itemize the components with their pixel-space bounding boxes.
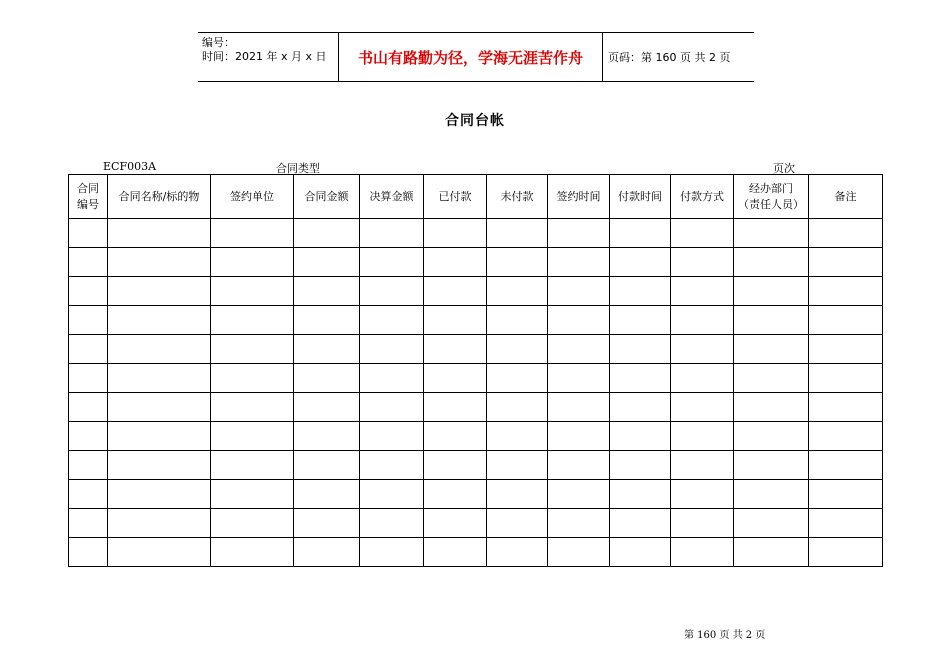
- table-cell: [211, 480, 294, 509]
- table-cell: [548, 538, 610, 567]
- table-cell: [734, 480, 809, 509]
- column-header: [548, 175, 610, 219]
- table-cell: [487, 219, 548, 248]
- table-cell: [610, 219, 671, 248]
- table-row: [69, 248, 883, 277]
- table-cell: [671, 509, 734, 538]
- table-cell: [211, 451, 294, 480]
- table-cell: [487, 248, 548, 277]
- table-cell: [108, 480, 211, 509]
- table-cell: [211, 306, 294, 335]
- table-cell: [610, 248, 671, 277]
- column-header-label: 编号: [77, 197, 99, 211]
- table-cell: [809, 364, 883, 393]
- table-row: [69, 393, 883, 422]
- page-seq-label: 页次: [773, 162, 795, 175]
- table-cell: [487, 364, 548, 393]
- table-cell: [809, 509, 883, 538]
- table-cell: [69, 451, 108, 480]
- time-label: 时间：2021 年 x 月 x 日: [202, 50, 327, 63]
- document-title: 合同台帐: [445, 113, 505, 129]
- table-cell: [108, 364, 211, 393]
- table-cell: [610, 538, 671, 567]
- table-cell: [809, 248, 883, 277]
- table-cell: [671, 393, 734, 422]
- table-row: [69, 277, 883, 306]
- table-cell: [108, 335, 211, 364]
- table-cell: [69, 393, 108, 422]
- table-cell: [610, 306, 671, 335]
- table-row: [69, 538, 883, 567]
- table-cell: [69, 335, 108, 364]
- table-cell: [487, 480, 548, 509]
- table-cell: [809, 480, 883, 509]
- table-cell: [487, 422, 548, 451]
- table-cell: [487, 335, 548, 364]
- table-cell: [610, 393, 671, 422]
- table-cell: [809, 277, 883, 306]
- table-row: [69, 509, 883, 538]
- column-header-label: 已付款: [438, 189, 472, 203]
- table-cell: [360, 509, 424, 538]
- table-cell: [294, 538, 360, 567]
- table-cell: [734, 364, 809, 393]
- table-cell: [487, 306, 548, 335]
- table-cell: [671, 219, 734, 248]
- table-cell: [211, 335, 294, 364]
- column-header-label: 未付款: [500, 189, 534, 203]
- table-cell: [69, 364, 108, 393]
- table-cell: [809, 219, 883, 248]
- table-row: [69, 219, 883, 248]
- column-header-label: 付款时间: [618, 189, 662, 203]
- table-cell: [734, 335, 809, 364]
- table-cell: [487, 451, 548, 480]
- column-header-label: （责任人员）: [738, 197, 804, 211]
- form-code: ECF003A: [103, 160, 157, 173]
- table-cell: [671, 248, 734, 277]
- table-cell: [108, 277, 211, 306]
- table-cell: [424, 393, 487, 422]
- table-cell: [211, 219, 294, 248]
- column-header: [360, 175, 424, 219]
- table-cell: [108, 422, 211, 451]
- table-row: [69, 422, 883, 451]
- table-cell: [734, 248, 809, 277]
- table-cell: [548, 335, 610, 364]
- column-header: [809, 175, 883, 219]
- table-cell: [360, 306, 424, 335]
- column-header-label: 备注: [834, 189, 857, 203]
- table-cell: [734, 538, 809, 567]
- table-cell: [548, 422, 610, 451]
- table-cell: [360, 219, 424, 248]
- table-cell: [671, 277, 734, 306]
- table-cell: [360, 335, 424, 364]
- table-cell: [360, 480, 424, 509]
- table-cell: [671, 480, 734, 509]
- table-row: [69, 451, 883, 480]
- table-cell: [69, 509, 108, 538]
- table-body: [69, 219, 883, 567]
- table-cell: [211, 538, 294, 567]
- table-cell: [610, 335, 671, 364]
- table-cell: [671, 306, 734, 335]
- column-header-label: 合同: [77, 181, 99, 195]
- column-header-label: 合同金额: [304, 189, 349, 203]
- table-cell: [610, 480, 671, 509]
- table-cell: [424, 509, 487, 538]
- table-cell: [548, 451, 610, 480]
- table-cell: [360, 248, 424, 277]
- table-cell: [424, 219, 487, 248]
- table-row: [69, 364, 883, 393]
- table-cell: [108, 219, 211, 248]
- table-cell: [610, 422, 671, 451]
- table-cell: [610, 509, 671, 538]
- table-cell: [487, 277, 548, 306]
- table-cell: [734, 393, 809, 422]
- table-cell: [294, 219, 360, 248]
- table-cell: [108, 248, 211, 277]
- table-cell: [360, 393, 424, 422]
- column-header-label: 签约单位: [230, 189, 274, 203]
- column-header: [294, 175, 360, 219]
- column-header: [211, 175, 294, 219]
- column-header: [734, 175, 809, 219]
- table-cell: [809, 393, 883, 422]
- table-cell: [108, 451, 211, 480]
- table-cell: [671, 335, 734, 364]
- table-cell: [211, 393, 294, 422]
- table-cell: [360, 538, 424, 567]
- column-header: [108, 175, 211, 219]
- table-cell: [487, 538, 548, 567]
- table-cell: [294, 451, 360, 480]
- column-header: [69, 175, 108, 219]
- table-cell: [211, 509, 294, 538]
- table-cell: [69, 277, 108, 306]
- column-header-label: 付款方式: [680, 189, 724, 203]
- table-cell: [809, 422, 883, 451]
- contract-type-label: 合同类型: [276, 162, 320, 175]
- table-cell: [69, 538, 108, 567]
- table-cell: [108, 509, 211, 538]
- table-cell: [734, 277, 809, 306]
- table-cell: [211, 277, 294, 306]
- table-cell: [294, 335, 360, 364]
- table-cell: [108, 306, 211, 335]
- column-header-label: 经办部门: [749, 181, 793, 195]
- table-cell: [360, 364, 424, 393]
- table-row: [69, 306, 883, 335]
- table-cell: [424, 306, 487, 335]
- table-cell: [734, 422, 809, 451]
- column-header: [424, 175, 487, 219]
- column-header: [610, 175, 671, 219]
- table-cell: [610, 364, 671, 393]
- table-cell: [610, 277, 671, 306]
- column-header-label: 合同名称/标的物: [118, 189, 200, 203]
- table-cell: [809, 538, 883, 567]
- table-cell: [294, 422, 360, 451]
- table-cell: [211, 422, 294, 451]
- table-cell: [211, 364, 294, 393]
- table-cell: [548, 480, 610, 509]
- table-cell: [548, 364, 610, 393]
- table-cell: [69, 480, 108, 509]
- table-cell: [548, 277, 610, 306]
- table-cell: [734, 451, 809, 480]
- table-row: [69, 335, 883, 364]
- table-cell: [294, 277, 360, 306]
- table-cell: [671, 538, 734, 567]
- contract-ledger-table: [68, 174, 883, 567]
- table-cell: [294, 364, 360, 393]
- table-cell: [69, 248, 108, 277]
- table-cell: [734, 306, 809, 335]
- header-motto: 书山有路勤为径，学海无涯苦作舟: [357, 48, 583, 67]
- table-cell: [548, 509, 610, 538]
- table-cell: [671, 451, 734, 480]
- column-header: [487, 175, 548, 219]
- table-cell: [211, 248, 294, 277]
- number-label: 编号：: [202, 36, 235, 49]
- document-header: [198, 32, 754, 82]
- table-cell: [734, 509, 809, 538]
- table-cell: [548, 306, 610, 335]
- table-cell: [424, 335, 487, 364]
- table-cell: [809, 335, 883, 364]
- table-cell: [734, 219, 809, 248]
- table-cell: [69, 306, 108, 335]
- column-header: [671, 175, 734, 219]
- table-cell: [610, 451, 671, 480]
- table-cell: [424, 248, 487, 277]
- table-cell: [294, 480, 360, 509]
- table-cell: [69, 422, 108, 451]
- header-page-label: 页码：第 160 页 共 2 页: [608, 51, 731, 64]
- column-header-label: 签约时间: [556, 189, 601, 203]
- table-cell: [424, 422, 487, 451]
- table-cell: [294, 306, 360, 335]
- table-cell: [548, 393, 610, 422]
- table-cell: [360, 451, 424, 480]
- table-cell: [548, 248, 610, 277]
- table-cell: [487, 509, 548, 538]
- table-cell: [671, 422, 734, 451]
- table-row: [69, 480, 883, 509]
- table-cell: [69, 219, 108, 248]
- table-cell: [487, 393, 548, 422]
- table-cell: [360, 277, 424, 306]
- table-cell: [294, 393, 360, 422]
- header-divider: [602, 33, 603, 81]
- table-cell: [809, 451, 883, 480]
- column-header-label: 决算金额: [369, 189, 414, 203]
- table-cell: [424, 277, 487, 306]
- table-cell: [108, 538, 211, 567]
- table-cell: [294, 509, 360, 538]
- table-cell: [809, 306, 883, 335]
- table-cell: [424, 480, 487, 509]
- page-footer: 第 160 页 共 2 页: [684, 630, 766, 641]
- table-cell: [548, 219, 610, 248]
- table-cell: [424, 451, 487, 480]
- header-left-block: [202, 36, 327, 64]
- table-cell: [108, 393, 211, 422]
- table-cell: [424, 538, 487, 567]
- table-cell: [360, 422, 424, 451]
- table-header-row: [69, 175, 883, 219]
- table-cell: [671, 364, 734, 393]
- table-cell: [424, 364, 487, 393]
- table-cell: [294, 248, 360, 277]
